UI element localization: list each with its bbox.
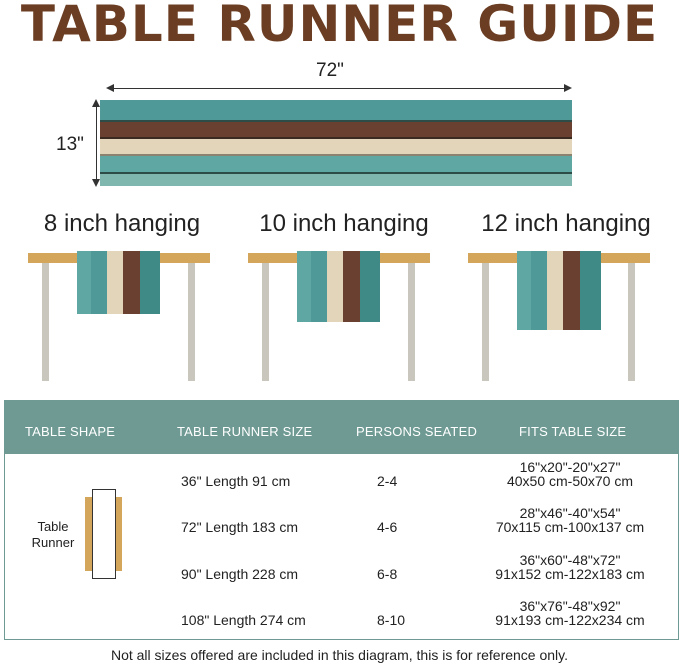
width-dimension-label: 72"	[316, 60, 344, 81]
row-fit: 36"x60"-48"x72" 91x152 cm-122x183 cm	[495, 552, 645, 582]
width-arrow	[108, 88, 570, 89]
footnote: Not all sizes offered are included in this diagram, this is for reference only.	[110, 647, 569, 663]
row-persons: 8-10	[377, 612, 406, 628]
header-runner-size: TABLE RUNNER SIZE	[177, 424, 313, 439]
hanging-label-8: 8 inch hanging	[43, 210, 201, 237]
row-size: 108" Length 274 cm	[181, 612, 306, 628]
row-fit: 16"x20"-20"x27" 40x50 cm-50x70 cm	[506, 459, 634, 489]
height-arrow	[96, 101, 97, 185]
header-table-shape: TABLE SHAPE	[25, 424, 116, 439]
row-size: 72" Length 183 cm	[181, 519, 299, 535]
table-shape-label: Table Runner	[31, 519, 75, 550]
runner-shape-icon	[92, 489, 116, 579]
header-persons-seated: PERSONS SEATED	[356, 424, 478, 439]
table-runner-image	[100, 100, 572, 186]
row-fit: 28"x46"-40"x54" 70x115 cm-100x137 cm	[495, 505, 645, 535]
table-header	[5, 401, 678, 454]
row-size: 90" Length 228 cm	[181, 566, 299, 582]
hanging-runner-8	[77, 251, 160, 314]
height-dimension-label: 13"	[56, 134, 84, 155]
hanging-label-12: 12 inch hanging	[481, 210, 651, 237]
page-title: TABLE RUNNER GUIDE	[20, 0, 659, 53]
row-size: 36" Length 91 cm	[181, 473, 291, 489]
header-fits-table-size: FITS TABLE SIZE	[519, 424, 627, 439]
row-fit: 36"x76"-48"x92" 91x193 cm-122x234 cm	[495, 598, 645, 628]
hanging-label-10: 10 inch hanging	[259, 210, 429, 237]
row-persons: 2-4	[377, 473, 398, 489]
hanging-runner-10	[297, 251, 380, 322]
row-persons: 6-8	[377, 566, 398, 582]
row-persons: 4-6	[377, 519, 398, 535]
hanging-runner-12	[517, 251, 601, 330]
